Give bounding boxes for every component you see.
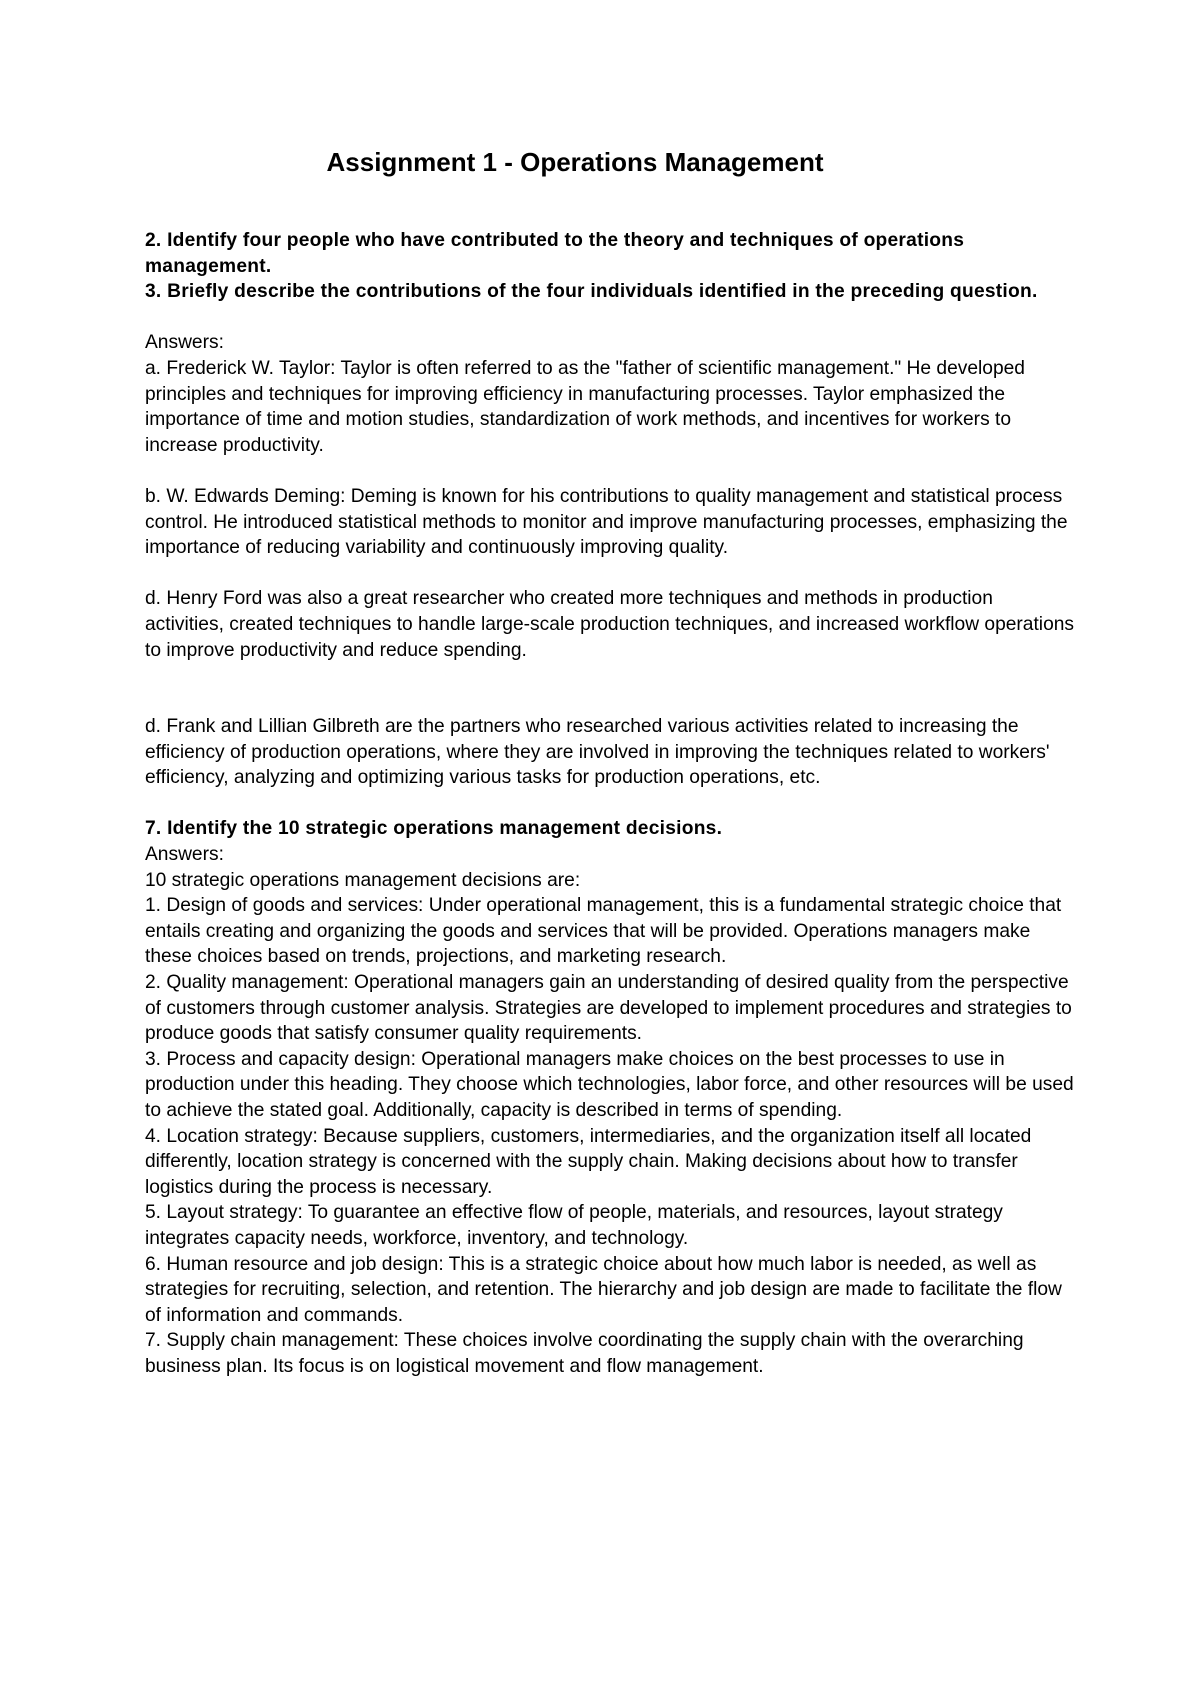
question-2: 2. Identify four people who have contributed to the theory and techniques of operations management. [145,230,965,277]
spacer [145,458,1075,484]
decision-item: 5. Layout strategy: To guarantee an effective flow of people, materials, and resources, layout strategy integrates capacity needs, workforce, inventory, and technology. [145,1202,1003,1249]
spacer [145,791,1075,817]
decision-item: 7. Supply chain management: These choices involve coordinating the supply chain with the overarching business plan. Its focus is on logistical movement and flow management. [145,1330,1024,1377]
decisions-intro: 10 strategic operations management decisions are: [145,869,581,891]
decision-item: 3. Process and capacity design: Operational managers make choices on the best processes to use in production under this heading. They choose which technologies, labor force, and other resources will be used to achieve the stated goal. Additionally, capacity is described in terms of spending. [145,1048,1074,1121]
document-title: Assignment 1 - Operations Management [326,147,824,177]
question-7: 7. Identify the 10 strategic operations management decisions. [145,818,723,840]
decision-item: 6. Human resource and job design: This is a strategic choice about how much labor is needed, as well as strategies for recruiting, selection, and retention. The hierarchy and job design are made to facilitate the flow of information and commands. [145,1253,1062,1326]
answers-label-2: Answers: [145,844,224,866]
contributor-taylor: a. Frederick W. Taylor: Taylor is often referred to as the "father of scientific management." He developed principles and techniques for improving efficiency in manufacturing processes. Taylor emphasized the importance of time and motion studies, standardization of work methods, and incentives for workers to increase productivity. [145,357,1025,456]
document-body [145,228,1075,1380]
spacer [145,305,1075,331]
contributor-ford: d. Henry Ford was also a great researcher who created more techniques and methods in production activities, created techniques to handle large-scale production techniques, and increased workflow operations to improve productivity and reduce spending. [145,588,1075,661]
question-3: 3. Briefly describe the contributions of the four individuals identified in the preceding question. [145,281,1038,303]
spacer [145,561,1075,587]
contributor-deming: b. W. Edwards Deming: Deming is known for his contributions to quality management and statistical process control. He introduced statistical methods to monitor and improve manufacturing processes, emphasizing the importance of reducing variability and continuously improving quality. [145,485,1068,559]
decision-item: 4. Location strategy: Because suppliers, customers, intermediaries, and the organization itself all located differently, location strategy is concerned with the supply chain. Making decisions about how to transfer logistics during the process is necessary. [145,1125,1032,1198]
decision-item: 2. Quality management: Operational managers gain an understanding of desired quality from the perspective of customers through customer analysis. Strategies are developed to implement procedures and strategies to produce goods that satisfy consumer quality requirements. [145,972,1072,1045]
spacer [145,663,1075,714]
answers-label: Answers: [145,332,224,354]
contributor-gilbreth: d. Frank and Lillian Gilbreth are the partners who researched various activities related to increasing the efficiency of production operations, where they are involved in improving the techniques related to workers' efficiency, analyzing and optimizing various tasks for production operations, etc. [145,716,1050,789]
decision-item: 1. Design of goods and services: Under operational management, this is a fundamental strategic choice that entails creating and organizing the goods and services that will be provided. Operations managers make these choices based on trends, projections, and marketing research. [145,895,1062,968]
